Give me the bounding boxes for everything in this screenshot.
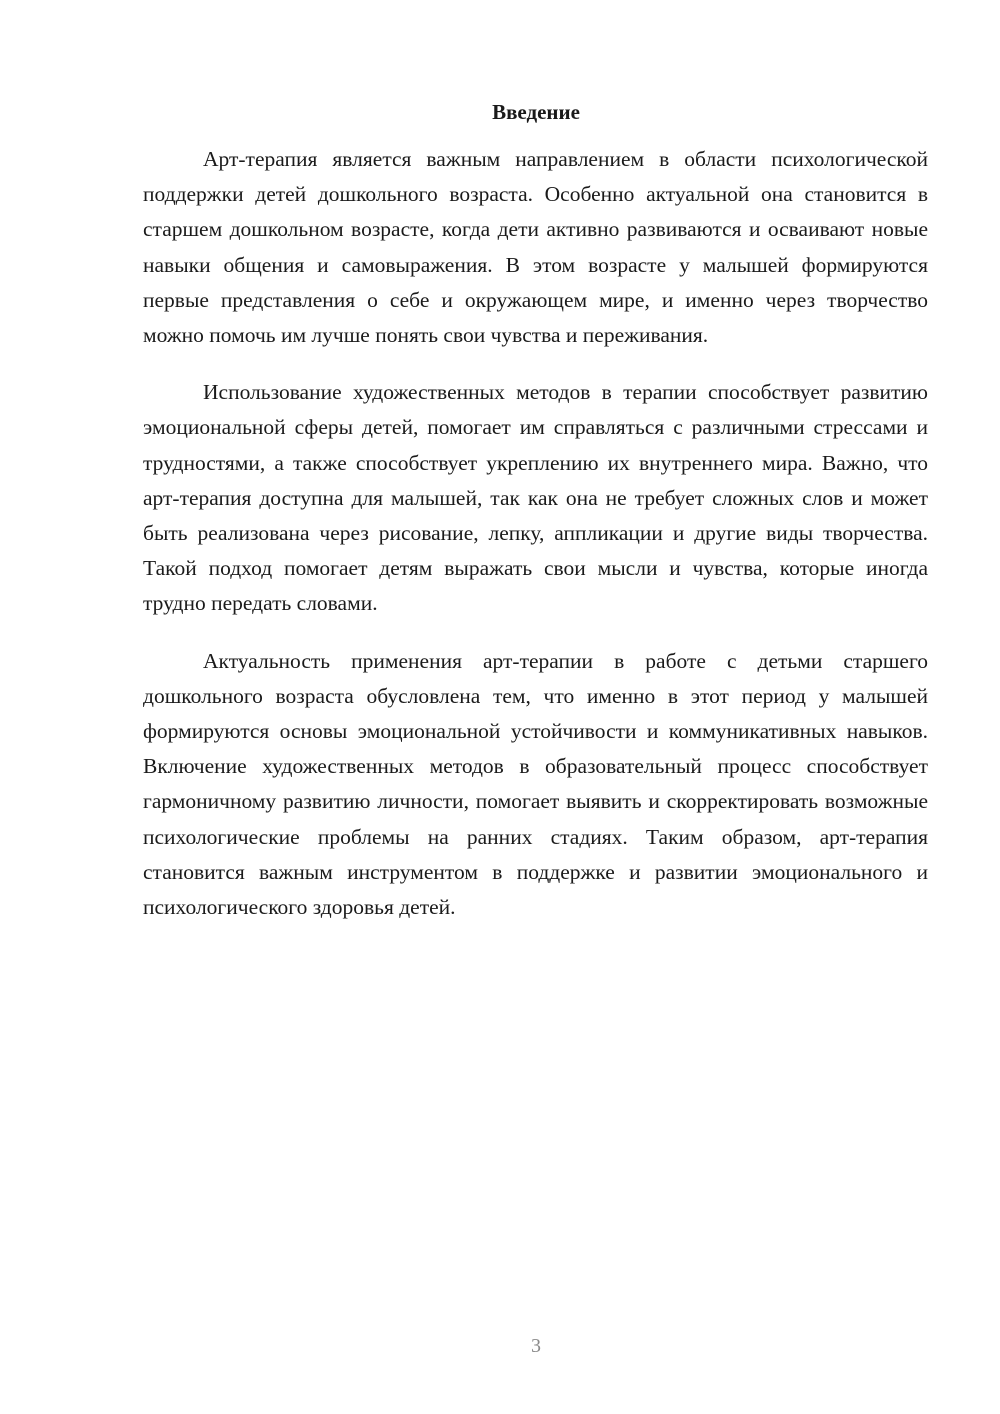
paragraph-3: Актуальность применения арт-терапии в работе с детьми старшего дошкольного возраста обусловлена тем, что именно в этот период у малышей формируются основы эмоциональной устойчивости и коммуникативных навыков. Включение художественных методов в образовательный процесс способствует гармоничному развитию личности, помогает выявить и скорректировать возможные психологические проблемы на ранних стадиях. Таким образом, арт-терапия становится важным инструментом в поддержке и развитии эмоционального и психологического здоровья детей.	[143, 648, 928, 920]
paragraph-2: Использование художественных методов в терапии способствует развитию эмоциональной сферы детей, помогает им справляться с различными стрессами и трудностями, а также способствует укреплению их внутреннего мира. Важно, что арт-терапия доступна для малышей, так как она не требует сложных слов и может быть реализована через рисование, лепку, аппликации и другие виды творчества. Такой подход помогает детям выражать свои мысли и чувства, которые иногда трудно передать словами.	[143, 380, 928, 616]
section-heading: Введение	[492, 100, 580, 124]
body-text	[143, 142, 928, 947]
page-number: 3	[531, 1335, 541, 1357]
paragraph-1: Арт-терапия является важным направлением в области психологической поддержки детей дошкольного возраста. Особенно актуальной она становится в старшем дошкольном возрасте, когда дети активно развиваются и осваивают новые навыки общения и самовыражения. В этом возрасте у малышей формируются первые представления о себе и окружающем мире, и именно через творчество можно помочь им лучше понять свои чувства и переживания.	[143, 147, 928, 348]
